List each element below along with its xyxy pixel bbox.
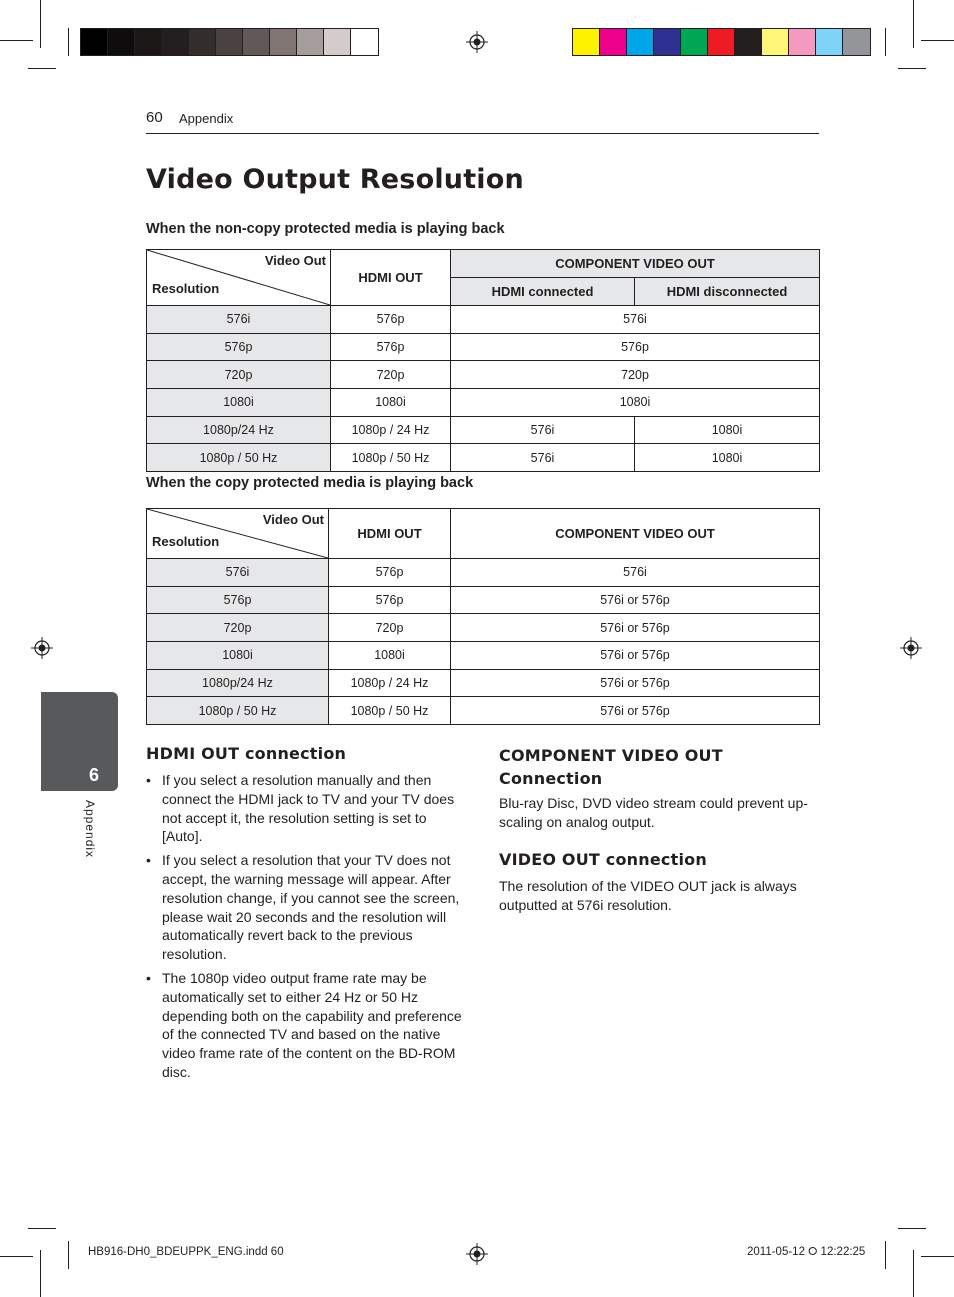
registration-mark-icon [900, 637, 922, 659]
table-row [147, 333, 820, 361]
table-row [147, 586, 820, 614]
hdmi-out-heading: HDMI OUT connection [146, 744, 347, 763]
color-swatch [108, 29, 135, 55]
color-swatch [297, 29, 324, 55]
table-row [147, 306, 820, 334]
table2-corner-cell [147, 509, 329, 559]
header-hdmi-disconnected: HDMI disconnected [635, 278, 820, 306]
hdmi-out-cell: 576p [331, 306, 451, 334]
component-out-cell: 576i [451, 559, 820, 587]
resolution-cell: 720p [147, 361, 331, 389]
resolution-cell: 720p [147, 614, 329, 642]
resolution-cell: 1080p / 50 Hz [147, 697, 329, 725]
running-header-section: Appendix [179, 111, 234, 126]
hdmi-connected-cell: 576i [451, 416, 635, 444]
corner-resolution-label: Resolution [152, 281, 220, 296]
hdmi-out-bullets [146, 771, 468, 1087]
process-color-bar [572, 28, 871, 56]
color-swatch [627, 29, 654, 55]
table-row [147, 389, 820, 417]
hdmi-out-cell: 576p [329, 586, 451, 614]
component-video-out-heading: COMPONENT VIDEO OUT Connection [499, 746, 723, 788]
hdmi-out-cell: 1080i [329, 642, 451, 670]
resolution-cell: 1080i [147, 389, 331, 417]
color-swatch [189, 29, 216, 55]
table-row [147, 444, 820, 472]
header-rule [146, 133, 819, 134]
registration-mark-icon [466, 31, 488, 53]
resolution-cell: 576p [147, 333, 331, 361]
video-out-text: The resolution of the VIDEO OUT jack is always outputted at 576i resolution. [499, 878, 797, 913]
component-out-cell: 576i or 576p [451, 614, 820, 642]
table-row [147, 642, 820, 670]
header-hdmi-out: HDMI OUT [331, 250, 451, 306]
hdmi-out-cell: 1080p / 50 Hz [329, 697, 451, 725]
color-swatch [351, 29, 378, 55]
color-swatch [735, 29, 762, 55]
component-out-cell: 576i or 576p [451, 697, 820, 725]
color-swatch [135, 29, 162, 55]
hdmi-out-cell: 1080p / 24 Hz [329, 669, 451, 697]
list-item: • If you select a resolution that your TV does not accept, the warning message will appear. After resolution change, if you cannot see the screen, please wait 20 seconds and the resolution will automatically revert back to the previous resolution. [146, 851, 468, 964]
color-swatch [270, 29, 297, 55]
table-row [147, 559, 820, 587]
hdmi-out-cell: 720p [329, 614, 451, 642]
component-out-cell: 576i or 576p [451, 642, 820, 670]
color-swatch [789, 29, 816, 55]
color-swatch [708, 29, 735, 55]
registration-mark-icon [31, 637, 53, 659]
resolution-cell: 1080p/24 Hz [147, 669, 329, 697]
corner-resolution-label: Resolution [152, 534, 220, 549]
table-row [147, 669, 820, 697]
color-swatch [681, 29, 708, 55]
color-swatch [600, 29, 627, 55]
component-out-cell: 576p [451, 333, 820, 361]
table-row [147, 614, 820, 642]
resolution-cell: 576i [147, 306, 331, 334]
page-number: 60 [146, 109, 163, 126]
hdmi-disconnected-cell: 1080i [635, 444, 820, 472]
resolution-table-non-copy-protected [146, 249, 820, 472]
video-out-heading: VIDEO OUT connection [499, 850, 707, 869]
resolution-cell: 576p [147, 586, 329, 614]
hdmi-out-cell: 576p [331, 333, 451, 361]
component-video-out-text: Blu-ray Disc, DVD video stream could prevent up-scaling on analog output. [499, 795, 808, 830]
color-swatch [243, 29, 270, 55]
color-swatch [81, 29, 108, 55]
color-swatch [762, 29, 789, 55]
color-swatch [654, 29, 681, 55]
corner-video-out-label: Video Out [264, 253, 326, 268]
color-swatch [843, 29, 870, 55]
header-hdmi-out: HDMI OUT [329, 509, 451, 559]
component-out-cell: 576i [451, 306, 820, 334]
table-row [147, 697, 820, 725]
table-row [147, 361, 820, 389]
hdmi-disconnected-cell: 1080i [635, 416, 820, 444]
resolution-table-copy-protected [146, 508, 820, 725]
hdmi-out-cell: 1080i [331, 389, 451, 417]
component-out-cell: 576i or 576p [451, 586, 820, 614]
hdmi-out-cell: 1080p / 24 Hz [331, 416, 451, 444]
chapter-tab [41, 692, 118, 791]
list-item: • The 1080p video output frame rate may be automatically set to either 24 Hz or 50 Hz depending both on the capability and preference of the connected TV and based on the native video frame rate of the content on the BD-ROM disc. [146, 969, 468, 1082]
resolution-cell: 1080p / 50 Hz [147, 444, 331, 472]
chapter-label: Appendix [83, 800, 97, 859]
hdmi-out-cell: 1080p / 50 Hz [331, 444, 451, 472]
list-item: • If you select a resolution manually and then connect the HDMI jack to TV and your TV does not accept it, the resolution setting is set to [Auto]. [146, 771, 468, 846]
page-title: Video Output Resolution [146, 164, 524, 195]
header-component-video-out: COMPONENT VIDEO OUT [451, 250, 820, 278]
resolution-cell: 1080i [147, 642, 329, 670]
registration-mark-icon [466, 1243, 488, 1265]
component-out-cell: 576i or 576p [451, 669, 820, 697]
header-component-video-out: COMPONENT VIDEO OUT [451, 509, 820, 559]
table-row [147, 416, 820, 444]
hdmi-out-cell: 576p [329, 559, 451, 587]
table1-caption: When the non-copy protected media is playing back [146, 221, 505, 237]
component-out-cell: 720p [451, 361, 820, 389]
slug-filename: HB916-DH0_BDEUPPK_ENG.indd 60 [88, 1246, 284, 1258]
grayscale-color-bar [80, 28, 379, 56]
color-swatch [324, 29, 351, 55]
table2-caption: When the copy protected media is playing back [146, 475, 474, 491]
component-out-cell: 1080i [451, 389, 820, 417]
hdmi-connected-cell: 576i [451, 444, 635, 472]
corner-video-out-label: Video Out [262, 512, 324, 527]
chapter-number: 6 [89, 765, 100, 785]
slug-datetime: 2011-05-12 ⭘ 12:22:25 [747, 1246, 866, 1258]
resolution-cell: 1080p/24 Hz [147, 416, 331, 444]
hdmi-out-cell: 720p [331, 361, 451, 389]
color-swatch [216, 29, 243, 55]
resolution-cell: 576i [147, 559, 329, 587]
color-swatch [816, 29, 843, 55]
header-hdmi-connected: HDMI connected [451, 278, 635, 306]
color-swatch [573, 29, 600, 55]
color-swatch [162, 29, 189, 55]
table1-corner-cell [147, 250, 331, 306]
